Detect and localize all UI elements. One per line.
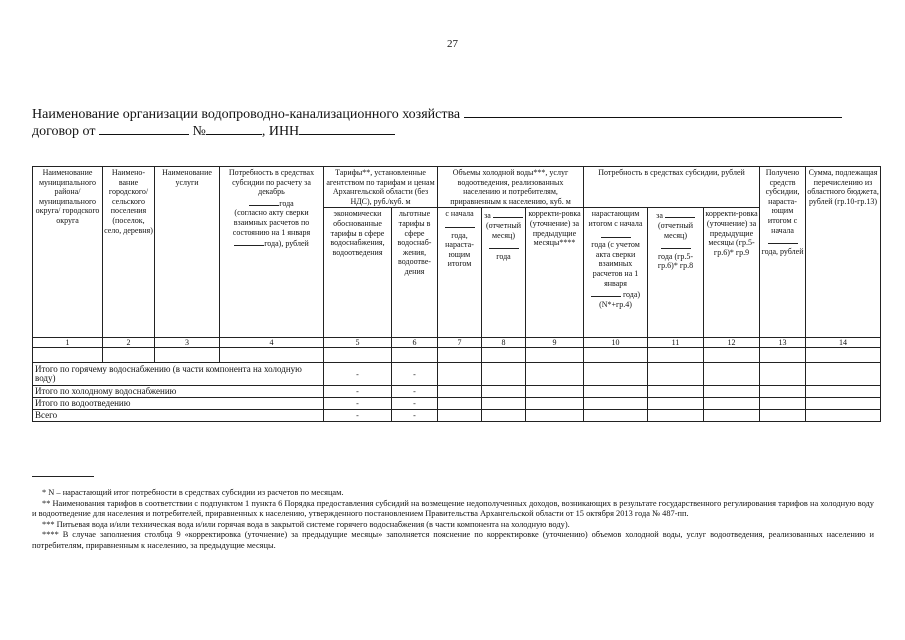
footnotes xyxy=(32,488,874,552)
column-number: 4 xyxy=(220,338,324,348)
summary-dash: - xyxy=(392,386,438,398)
table-row xyxy=(33,348,881,363)
column-number: 9 xyxy=(526,338,584,348)
org-name-label: Наименование организации водопроводно-канализационного хозяйства xyxy=(32,107,461,122)
contract-label: договор от xyxy=(32,124,96,139)
column-number: 14 xyxy=(806,338,881,348)
header-volume-correction: корректи-ровка (уточнение) за предыдущие месяцы**** xyxy=(526,208,584,338)
summary-dash: - xyxy=(324,386,392,398)
contract-number-blank[interactable] xyxy=(206,121,262,135)
summary-dash: - xyxy=(324,398,392,410)
header-volume-cumulative: с начала года, нараста-ющим итогом xyxy=(438,208,482,338)
contract-line xyxy=(32,121,395,140)
summary-label: Всего xyxy=(33,410,324,422)
header-tariffs: Тарифы**, установленные агентством по тарифам и ценам Архангельской области (без НДС), руб./куб. м xyxy=(324,167,438,208)
footnote-divider xyxy=(32,476,94,477)
header-received: Получено средств субсидии, нараста-ющим итогом с начала года, рублей xyxy=(760,167,806,338)
header-need-december: Потребность в средствах субсидии по расчету за декабрь года (согласно акту сверки взаимных расчетов по состоянию на 1 января года), рублей xyxy=(220,167,324,338)
contract-date-blank[interactable] xyxy=(99,121,189,135)
header-amount-to-transfer: Сумма, подлежащая перечислению из областного бюджета, рублей (гр.10-гр.13) xyxy=(806,167,881,338)
summary-dash: - xyxy=(324,363,392,386)
header-economic-tariffs: экономически обоснованные тарифы в сфере водоснабжения, водоотведения xyxy=(324,208,392,338)
summary-row-sewerage xyxy=(33,398,881,410)
inn-label: , ИНН xyxy=(261,124,300,139)
header-settlement: Наимено-вание городского/ сельского поселения (поселок, село, деревня) xyxy=(103,167,155,338)
header-need-correction: корректи-ровка (уточнение) за предыдущие месяцы (гр.5-гр.6)* гр.9 xyxy=(704,208,760,338)
summary-label: Итого по водоотведению xyxy=(33,398,324,410)
summary-row-cold-water xyxy=(33,386,881,398)
column-number: 5 xyxy=(324,338,392,348)
summary-label: Итого по холодному водоснабжению xyxy=(33,386,324,398)
summary-dash: - xyxy=(392,410,438,422)
summary-dash: - xyxy=(324,410,392,422)
column-number: 10 xyxy=(584,338,648,348)
column-number: 8 xyxy=(482,338,526,348)
header-need-cumulative: нарастающим итогом с начала года (с учетом акта сверки взаимных расчетов на 1 января года) (N*+гр.4) xyxy=(584,208,648,338)
footnote: ** Наименования тарифов в соответствии с подпунктом 1 пункта 6 Порядка предоставления субсидий на возмещение недополученных доходов, возникающих в результате государственного регулирования тарифов на холодную воду и водоотведение для населения и потребителей, приравненных к населению, утвержденного постановлением Правительства Архангельской области от 15 октября 2013 года № 487-пп. xyxy=(32,498,874,519)
footnote: **** В случае заполнения столбца 9 «корректировка (уточнение) за предыдущие месяцы» заполняется пояснение по корректировке (уточнению) объемов холодной воды, услуг водоотведения, реализованных населению и потребителям, приравненным к населению, за предыдущие месяцы. xyxy=(32,530,874,550)
header-subsidy-need: Потребность в средствах субсидии, рублей xyxy=(584,167,760,208)
header-municipality: Наименование муниципального района/ муниципального округа/ городского округа xyxy=(33,167,103,338)
column-number: 11 xyxy=(648,338,704,348)
summary-dash: - xyxy=(392,363,438,386)
column-number: 12 xyxy=(704,338,760,348)
column-number: 3 xyxy=(155,338,220,348)
header-row xyxy=(33,167,881,208)
contract-number-label: № xyxy=(192,124,206,139)
header-volume-month: за (отчетный месяц) года xyxy=(482,208,526,338)
org-name-blank[interactable] xyxy=(464,104,842,118)
summary-row-total xyxy=(33,410,881,422)
header-service: Наименование услуги xyxy=(155,167,220,338)
column-number: 6 xyxy=(392,338,438,348)
header-preferential-tariffs: льготные тарифы в сфере водоснаб-жения, водоотве-дения xyxy=(392,208,438,338)
summary-row-hot-water xyxy=(33,363,881,386)
column-number: 1 xyxy=(33,338,103,348)
footnote: * N – нарастающий итог потребности в средствах субсидии из расчетов по месяцам. xyxy=(42,488,344,497)
summary-label: Итого по горячему водоснабжению (в части компонента на холодную воду) xyxy=(33,363,324,386)
column-number: 2 xyxy=(103,338,155,348)
column-numbers-row xyxy=(33,338,881,348)
footnote: *** Питьевая вода и/или техническая вода и/или горячая вода в закрытой системе горячего водоснабжения (в части компонента на холодную воду). xyxy=(42,519,570,529)
header-volumes: Объемы холодной воды***, услуг водоотведения, реализованных населению и потребителям, приравненным к населению, куб. м xyxy=(438,167,584,208)
summary-dash: - xyxy=(392,398,438,410)
inn-blank[interactable] xyxy=(299,121,395,135)
page-number: 27 xyxy=(447,38,458,50)
column-number: 13 xyxy=(760,338,806,348)
column-number: 7 xyxy=(438,338,482,348)
header-need-month: за (отчетный месяц) года (гр.5-гр.6)* гр.8 xyxy=(648,208,704,338)
subsidy-calculation-table xyxy=(32,166,881,422)
